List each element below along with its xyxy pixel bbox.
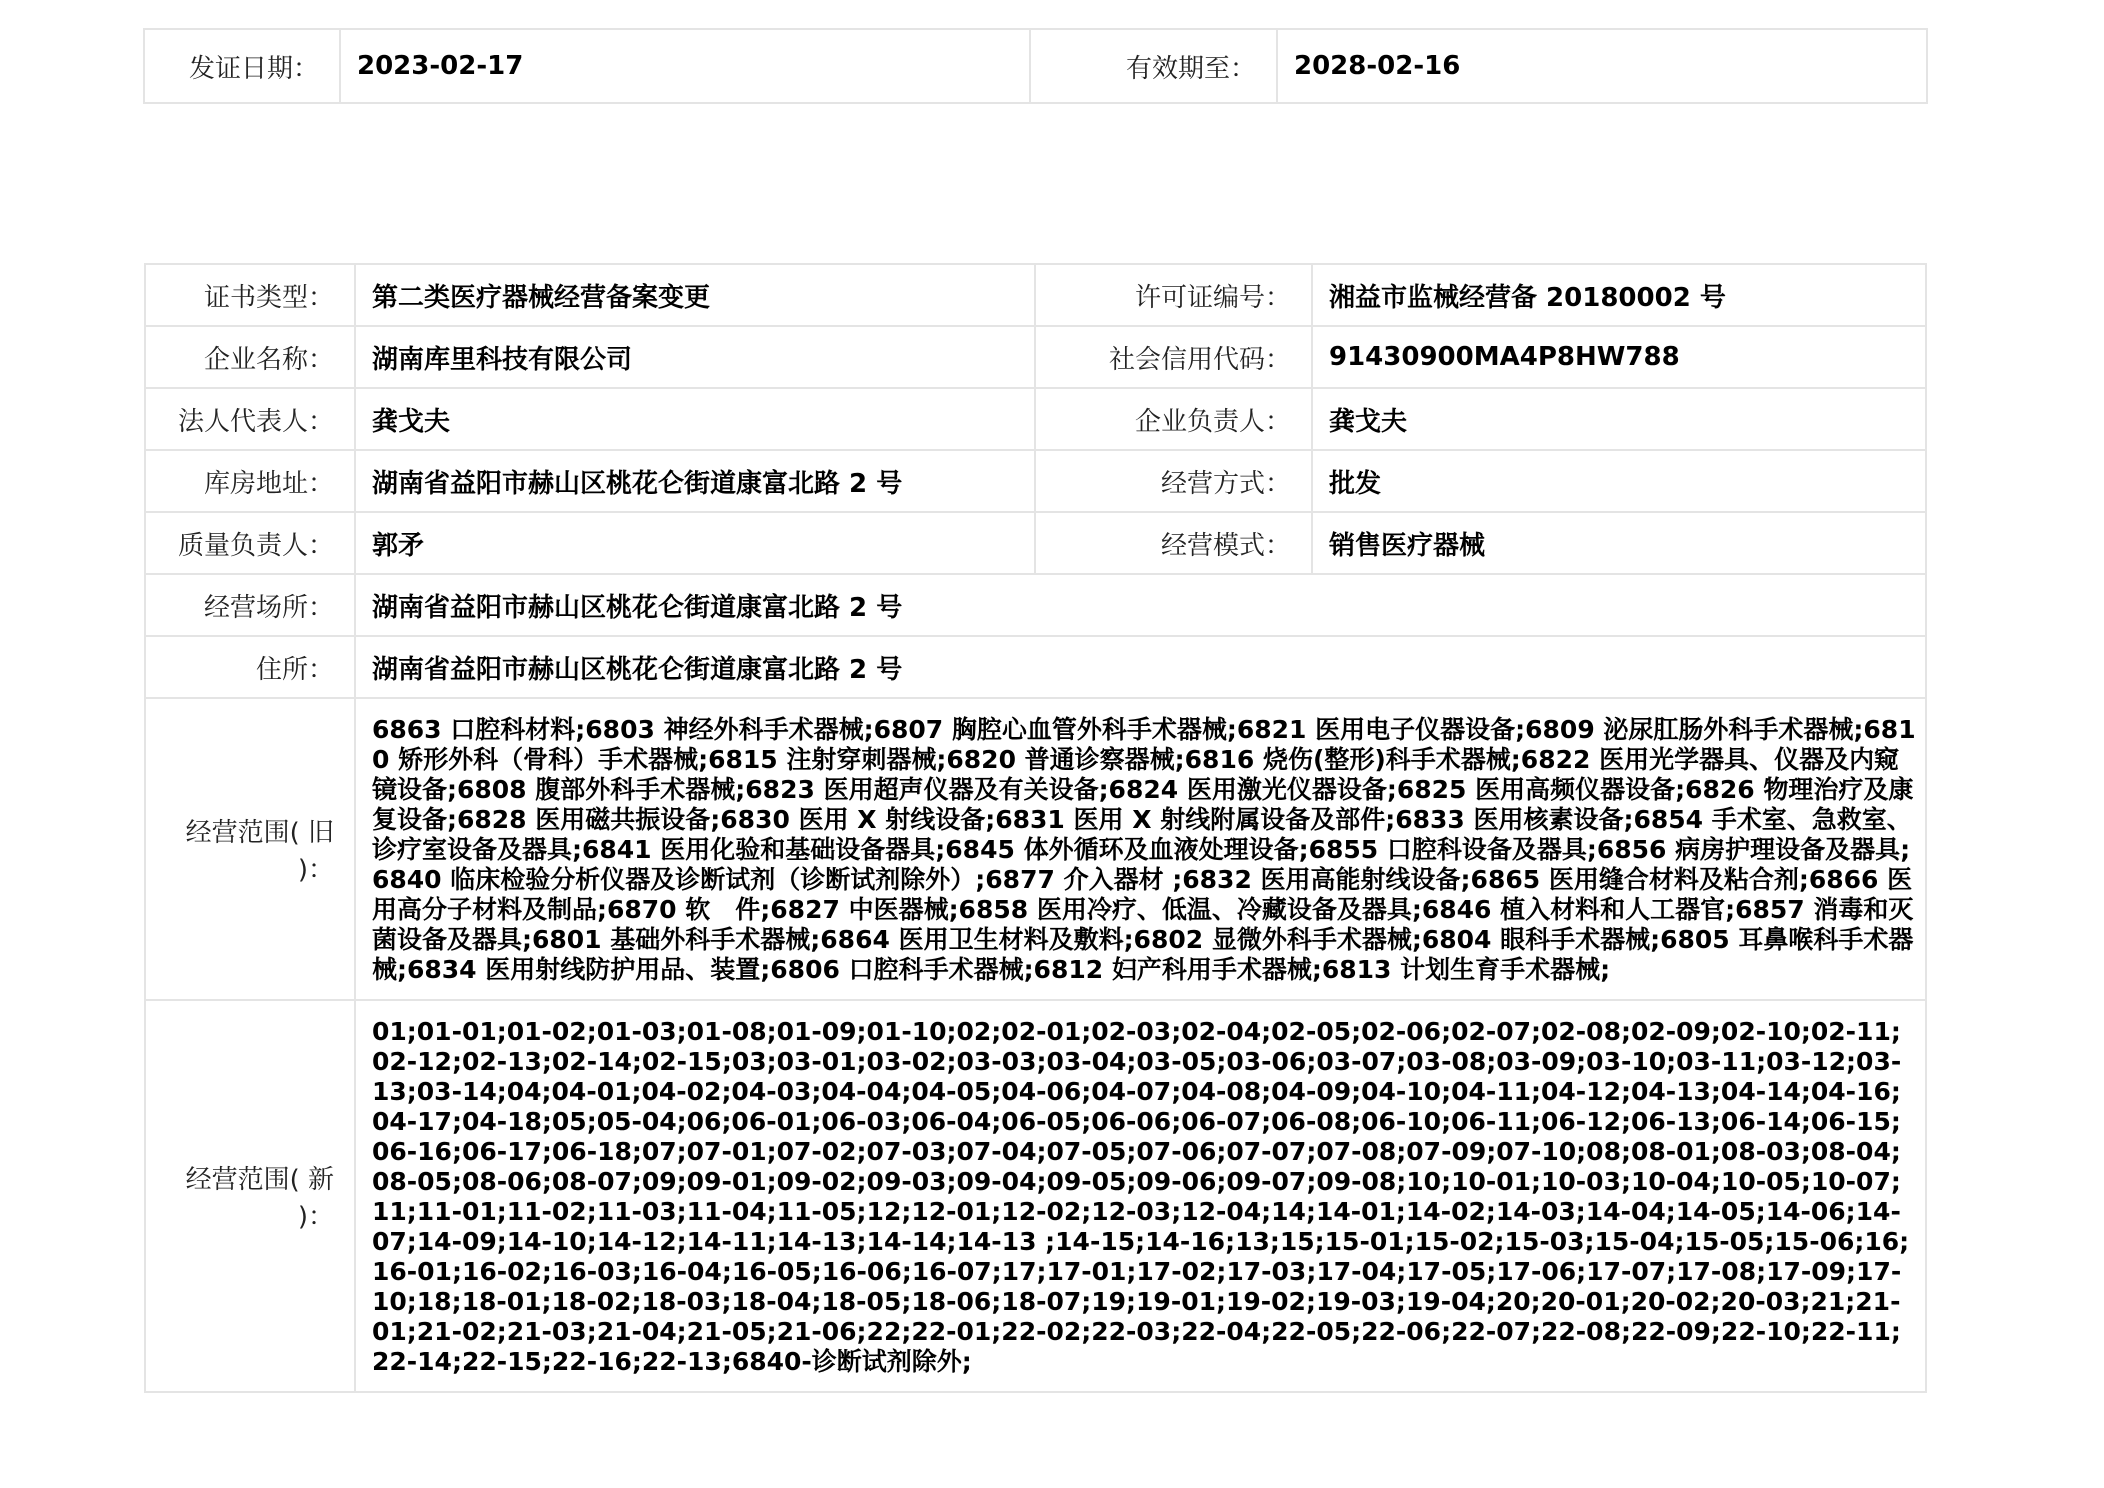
model-label: 经营模式： <box>1035 512 1312 574</box>
row-residence <box>145 636 1926 698</box>
cert-type-label: 证书类型： <box>145 264 355 326</box>
row-legal-rep <box>145 388 1926 450</box>
scope-old-value: 6863 口腔科材料;6803 神经外科手术器械;6807 胸腔心血管外科手术器械;6821 医用电子仪器设备;6809 泌尿肛肠外科手术器械;6810 矫形外科（骨科）手术器械;6815 注射穿刺器械;6820 普通诊察器械;6816 烧伤(整形)科手术器械;6822 医用光学器具、仪器及内窥镜设备;6808 腹部外科手术器械;6823 医用超声仪器及有关设备;6824 医用激光仪器设备;6825 医用高频仪器设备;6826 物理治疗及康复设备;6828 医用磁共振设备;6830 医用 X 射线设备;6831 医用 X 射线附属设备及部件;6833 医用核素设备;6854 手术室、急救室、诊疗室设备及器具;6841 医用化验和基础设备器具;6845 体外循环及血液处理设备;6855 口腔科设备及器具;6856 病房护理设备及器具;6840 临床检验分析仪器及诊断试剂（诊断试剂除外）;6877 介入器材 ;6832 医用高能射线设备;6865 医用缝合材料及粘合剂;6866 医用高分子材料及制品;6870 软 件;6827 中医器械;6858 医用冷疗、低温、冷藏设备及器具;6846 植入材料和人工器官;6857 消毒和灭菌设备及器具;6801 基础外科手术器械;6864 医用卫生材料及敷料;6802 显微外科手术器械;6804 眼科手术器械;6805 耳鼻喉科手术器械;6834 医用射线防护用品、装置;6806 口腔科手术器械;6812 妇产科用手术器械;6813 计划生育手术器械; <box>355 698 1926 1000</box>
scope-new-value: 01;01-01;01-02;01-03;01-08;01-09;01-10;02;02-01;02-03;02-04;02-05;02-06;02-07;02-08;02-09;02-10;02-11;02-12;02-13;02-14;02-15;03;03-01;03-02;03-03;03-04;03-05;03-06;03-07;03-08;03-09;03-10;03-11;03-12;03-13;03-14;04;04-01;04-02;04-03;04-04;04-05;04-06;04-07;04-08;04-09;04-10;04-11;04-12;04-13;04-14;04-16;04-17;04-18;05;05-04;06;06-01;06-03;06-04;06-05;06-06;06-07;06-08;06-10;06-11;06-12;06-13;06-14;06-15;06-16;06-17;06-18;07;07-01;07-02;07-03;07-04;07-05;07-06;07-07;07-08;07-09;07-10;08;08-01;08-03;08-04;08-05;08-06;08-07;09;09-01;09-02;09-03;09-04;09-05;09-06;09-07;09-08;10;10-01;10-03;10-04;10-05;10-07;11;11-01;11-02;11-03;11-04;11-05;12;12-01;12-02;12-03;12-04;14;14-01;14-02;14-03;14-04;14-05;14-06;14-07;14-09;14-10;14-12;14-11;14-13;14-14;14-13 ;14-15;14-16;13;15;15-01;15-02;15-03;15-04;15-05;15-06;16;16-01;16-02;16-03;16-04;16-05;16-06;16-07;17;17-01;17-02;17-03;17-04;17-05;17-06;17-07;17-08;17-09;17-10;18;18-01;18-02;18-03;18-04;18-05;18-06;18-07;19;19-01;19-02;19-03;19-04;20;20-01;20-02;20-03;21;21-01;21-02;21-03;21-04;21-05;21-06;22;22-01;22-02;22-03;22-04;22-05;22-06;22-07;22-08;22-09;22-10;22-11;22-14;22-15;22-16;22-13;6840-诊断试剂除外; <box>355 1000 1926 1392</box>
row-scope-new <box>145 1000 1926 1392</box>
company-head-label: 企业负责人： <box>1035 388 1312 450</box>
validity-row <box>144 29 1927 103</box>
company-label: 企业名称： <box>145 326 355 388</box>
residence-label: 住所： <box>145 636 355 698</box>
row-warehouse <box>145 450 1926 512</box>
residence-value: 湖南省益阳市赫山区桃花仑街道康富北路 2 号 <box>355 636 1926 698</box>
issue-date-value: 2023-02-17 <box>340 29 1030 103</box>
scope-new-label: 经营范围( 新 )： <box>145 1000 355 1392</box>
row-premises <box>145 574 1926 636</box>
mode-label: 经营方式： <box>1035 450 1312 512</box>
premises-value: 湖南省益阳市赫山区桃花仑街道康富北路 2 号 <box>355 574 1926 636</box>
valid-until-label: 有效期至： <box>1030 29 1277 103</box>
valid-until-value: 2028-02-16 <box>1277 29 1927 103</box>
legal-rep-value: 龚戈夫 <box>355 388 1035 450</box>
issue-date-label: 发证日期： <box>144 29 340 103</box>
license-no-label: 许可证编号： <box>1035 264 1312 326</box>
row-company <box>145 326 1926 388</box>
quality-head-value: 郭矛 <box>355 512 1035 574</box>
scope-old-label: 经营范围( 旧 )： <box>145 698 355 1000</box>
legal-rep-label: 法人代表人： <box>145 388 355 450</box>
mode-value: 批发 <box>1312 450 1926 512</box>
premises-label: 经营场所： <box>145 574 355 636</box>
row-quality-head <box>145 512 1926 574</box>
company-head-value: 龚戈夫 <box>1312 388 1926 450</box>
row-scope-old <box>145 698 1926 1000</box>
validity-table <box>143 28 1928 104</box>
company-value: 湖南库里科技有限公司 <box>355 326 1035 388</box>
row-cert-type <box>145 264 1926 326</box>
license-no-value: 湘益市监械经营备 20180002 号 <box>1312 264 1926 326</box>
credit-code-label: 社会信用代码： <box>1035 326 1312 388</box>
warehouse-label: 库房地址： <box>145 450 355 512</box>
cert-type-value: 第二类医疗器械经营备案变更 <box>355 264 1035 326</box>
credit-code-value: 91430900MA4P8HW788 <box>1312 326 1926 388</box>
model-value: 销售医疗器械 <box>1312 512 1926 574</box>
certificate-details-table <box>144 263 1927 1393</box>
quality-head-label: 质量负责人： <box>145 512 355 574</box>
warehouse-value: 湖南省益阳市赫山区桃花仑街道康富北路 2 号 <box>355 450 1035 512</box>
